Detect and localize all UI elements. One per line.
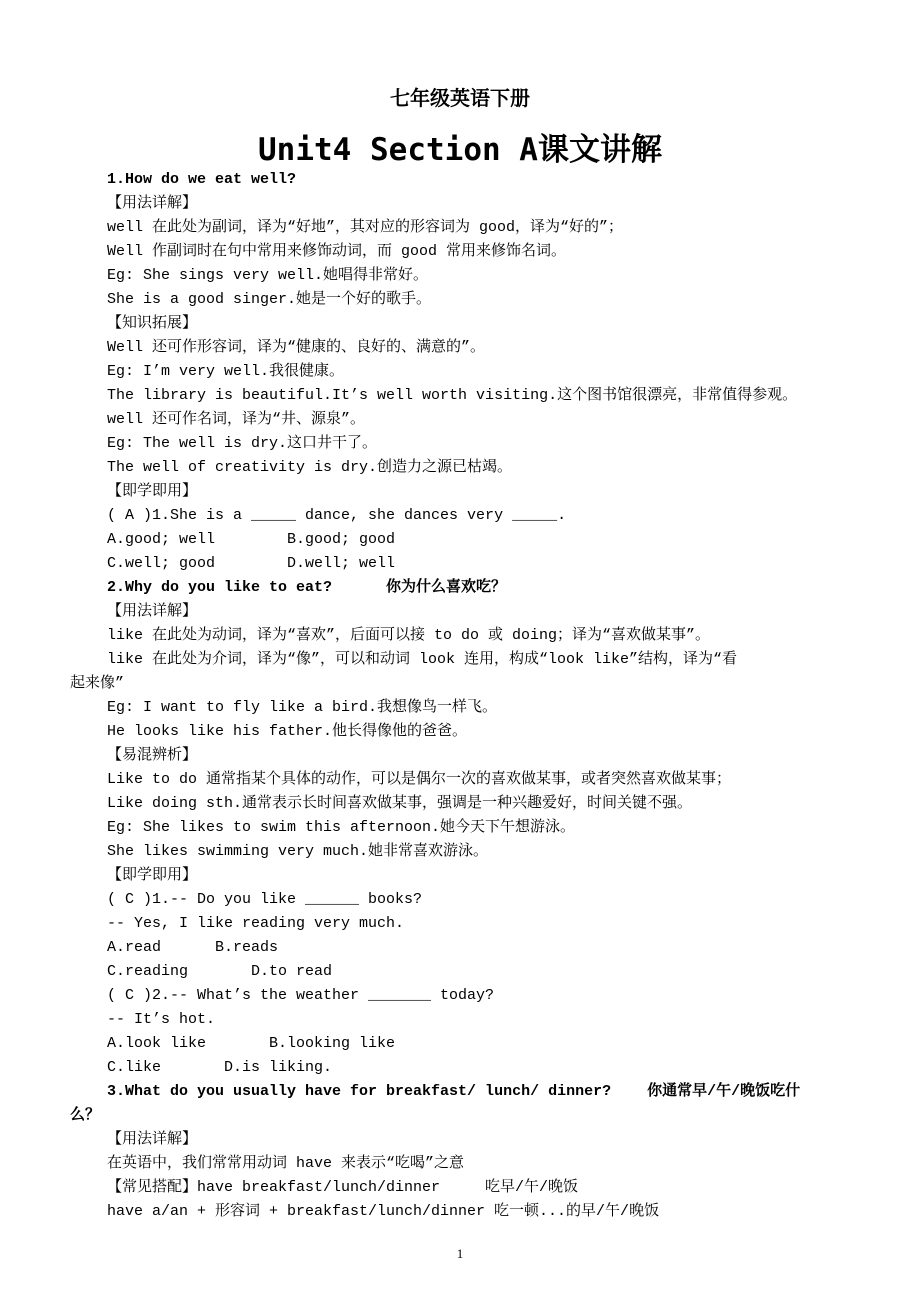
text-line: C.like D.is liking.: [107, 1059, 333, 1076]
page-number: 1: [456, 1246, 464, 1261]
text-line: well 还可作名词，译为“井、源泉”。: [107, 411, 366, 428]
document-title: Unit4 Section A课文讲解: [258, 132, 662, 168]
text-line: ( C )1.-- Do you like ______ books?: [107, 891, 423, 908]
text-line: like 在此处为动词，译为“喜欢”，后面可以接 to do 或 doing；译为“喜欢做某事”。: [107, 627, 711, 644]
text-line: C.reading D.to read: [107, 963, 333, 980]
text-line: 【即学即用】: [107, 483, 198, 500]
text-line: 【易混辨析】: [107, 747, 198, 764]
section-heading: 2.Why do you like to eat? 你为什么喜欢吃？: [107, 579, 507, 596]
text-line: Like to do 通常指某个具体的动作，可以是偶尔一次的喜欢做某事，或者突然喜欢做某事；: [107, 771, 732, 788]
text-line: Eg: She likes to swim this afternoon.她今天下午想游泳。: [107, 819, 576, 836]
document-body: [0, 168, 920, 1224]
text-line: C.well; good D.well; well: [107, 555, 396, 572]
text-line: Like doing sth.通常表示长时间喜欢做某事，强调是一种兴趣爱好，时间关键不强。: [107, 795, 693, 812]
text-line: -- It’s hot.: [107, 1011, 216, 1028]
section-heading: 3.What do you usually have for breakfast/ lunch/ dinner? 你通常早/午/晚饭吃什: [107, 1083, 801, 1100]
text-line: like 在此处为介词，译为“像”，可以和动词 look 连用，构成“look like”结构，译为“看: [107, 651, 738, 668]
text-line: 【即学即用】: [107, 867, 198, 884]
text-line: Well 还可作形容词，译为“健康的、良好的、满意的”。: [107, 339, 486, 356]
text-line: A.good; well B.good; good: [107, 531, 396, 548]
text-line: She likes swimming very much.她非常喜欢游泳。: [107, 843, 489, 860]
text-line: Eg: The well is dry.这口井干了。: [107, 435, 378, 452]
text-line: 【用法详解】: [107, 195, 198, 212]
text-line: ( A )1.She is a _____ dance, she dances very _____.: [107, 507, 567, 524]
text-line: She is a good singer.她是一个好的歌手。: [107, 291, 432, 308]
text-line: 【用法详解】: [107, 603, 198, 620]
text-line: The well of creativity is dry.创造力之源已枯竭。: [107, 459, 513, 476]
text-line: -- Yes, I like reading very much.: [107, 915, 405, 932]
text-line: Eg: I want to fly like a bird.我想像鸟一样飞。: [107, 699, 498, 716]
text-line: He looks like his father.他长得像他的爸爸。: [107, 723, 468, 740]
text-line: 【知识拓展】: [107, 315, 198, 332]
text-line: The library is beautiful.It’s well worth visiting.这个图书馆很漂亮，非常值得参观。: [107, 387, 798, 404]
text-line: have a/an + 形容词 + breakfast/lunch/dinner 吃一顿...的早/午/晚饭: [107, 1203, 660, 1220]
text-line: Eg: I’m very well.我很健康。: [107, 363, 345, 380]
text-line: 【用法详解】: [107, 1131, 198, 1148]
text-line: A.look like B.looking like: [107, 1035, 396, 1052]
text-line: 在英语中，我们常常用动词 have 来表示“吃喝”之意: [107, 1155, 465, 1172]
section-heading: 1.How do we eat well?: [107, 171, 297, 188]
text-line: 【常见搭配】have breakfast/lunch/dinner 吃早/午/晚饭: [107, 1179, 579, 1196]
text-line: well 在此处为副词，译为“好地”，其对应的形容词为 good，译为“好的”；: [107, 219, 624, 236]
document-subtitle: 七年级英语下册: [390, 86, 530, 110]
text-line: Well 作副词时在句中常用来修饰动词，而 good 常用来修饰名词。: [107, 243, 567, 260]
text-line: A.read B.reads: [107, 939, 279, 956]
section-heading: 么？: [70, 1107, 101, 1124]
text-line: ( C )2.-- What’s the weather _______ today?: [107, 987, 495, 1004]
text-line: 起来像”: [70, 675, 125, 692]
text-line: Eg: She sings very well.她唱得非常好。: [107, 267, 429, 284]
